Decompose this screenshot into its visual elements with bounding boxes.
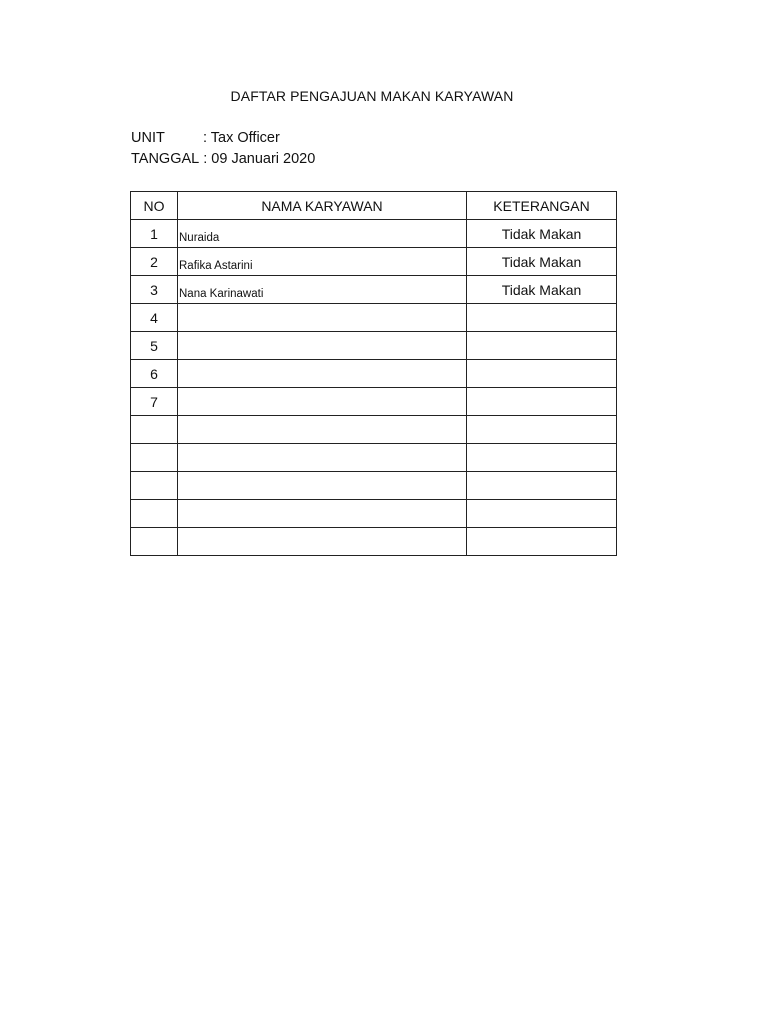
employee-name: Nana Karinawati	[178, 276, 467, 304]
employee-name	[178, 472, 467, 500]
employee-name	[178, 360, 467, 388]
row-number	[131, 416, 178, 444]
table-row	[131, 360, 617, 388]
employee-name	[178, 332, 467, 360]
table-row	[131, 220, 617, 248]
date-line	[131, 151, 315, 167]
row-number	[131, 444, 178, 472]
row-number: 3	[131, 276, 178, 304]
row-number: 1	[131, 220, 178, 248]
keterangan	[467, 472, 617, 500]
keterangan: Tidak Makan	[467, 248, 617, 276]
header-keterangan: KETERANGAN	[467, 192, 617, 220]
header-no: NO	[131, 192, 178, 220]
employee-name	[178, 500, 467, 528]
employee-name: Rafika Astarini	[178, 248, 467, 276]
table-row	[131, 472, 617, 500]
row-number: 4	[131, 304, 178, 332]
keterangan	[467, 332, 617, 360]
row-number: 6	[131, 360, 178, 388]
employee-name	[178, 528, 467, 556]
employee-name	[178, 444, 467, 472]
employee-name: Nuraida	[178, 220, 467, 248]
header-name: NAMA KARYAWAN	[178, 192, 467, 220]
keterangan: Tidak Makan	[467, 220, 617, 248]
row-number: 2	[131, 248, 178, 276]
employee-name	[178, 416, 467, 444]
employee-name	[178, 388, 467, 416]
table-row	[131, 276, 617, 304]
table-header-row	[131, 192, 617, 220]
table-row	[131, 500, 617, 528]
keterangan	[467, 360, 617, 388]
table-row	[131, 332, 617, 360]
unit-label: UNIT	[131, 130, 165, 146]
table-row	[131, 528, 617, 556]
row-number	[131, 500, 178, 528]
date-label: TANGGAL	[131, 151, 200, 167]
keterangan	[467, 528, 617, 556]
row-number: 7	[131, 388, 178, 416]
document-title: DAFTAR PENGAJUAN MAKAN KARYAWAN	[230, 88, 514, 104]
table-row	[131, 416, 617, 444]
row-number	[131, 472, 178, 500]
keterangan	[467, 444, 617, 472]
keterangan	[467, 500, 617, 528]
row-number: 5	[131, 332, 178, 360]
table-row	[131, 388, 617, 416]
keterangan	[467, 416, 617, 444]
unit-line	[131, 130, 280, 146]
employee-name	[178, 304, 467, 332]
table-row	[131, 304, 617, 332]
keterangan	[467, 304, 617, 332]
row-number	[131, 528, 178, 556]
keterangan: Tidak Makan	[467, 276, 617, 304]
keterangan	[467, 388, 617, 416]
unit-value: : Tax Officer	[203, 130, 280, 146]
employee-meal-table	[130, 191, 617, 556]
table-row	[131, 444, 617, 472]
table-row	[131, 248, 617, 276]
date-value: : 09 Januari 2020	[199, 151, 316, 167]
